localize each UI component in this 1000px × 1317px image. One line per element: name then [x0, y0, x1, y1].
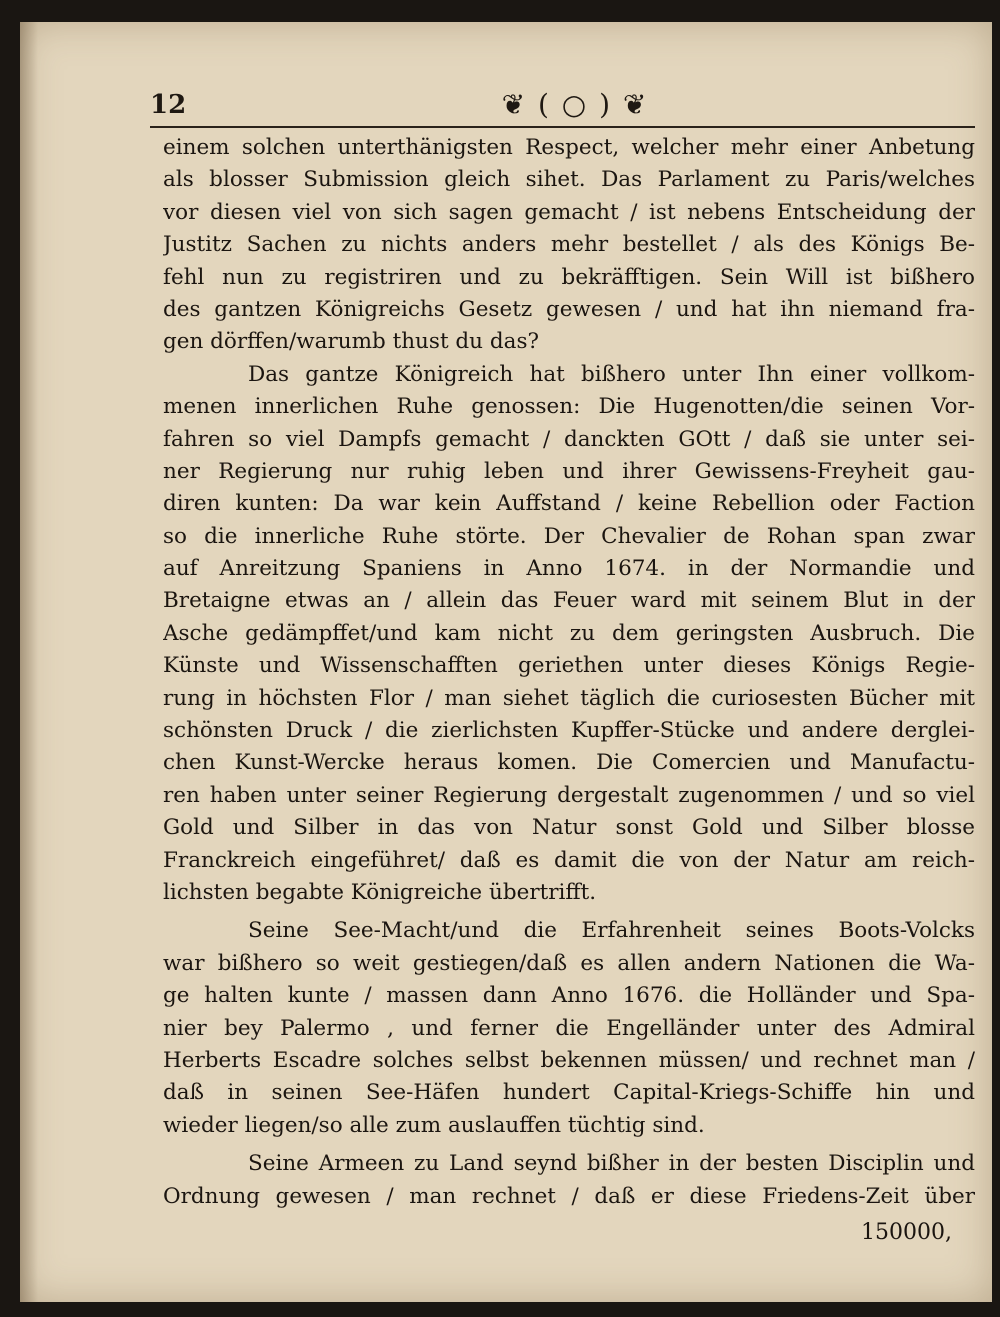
text-line: so die innerliche Ruhe störte. Der Chevalier de Rohan span zwar	[163, 523, 975, 549]
text-line: nier bey Palermo , und ferner die Engelländer unter des Admiral	[163, 1015, 975, 1041]
text-line: diren kunten: Da war kein Auffstand / keine Rebellion oder Faction	[163, 491, 975, 517]
body-text	[163, 132, 975, 1213]
text-line: Herberts Escadre solches selbst bekennen müssen/ und rechnet man /	[163, 1047, 975, 1073]
text-line: vor diesen viel von sich sagen gemacht / ist nebens Entscheidung der	[163, 199, 975, 225]
text-line: fehl nun zu registriren und zu bekräfftigen. Sein Will ist bißhero	[163, 264, 975, 290]
text-line: als blosser Submission gleich sihet. Das Parlament zu Paris/welches	[163, 167, 975, 193]
text-line: einem solchen unterthänigsten Respect, welcher mehr einer Anbetung	[163, 135, 975, 160]
text-line: menen innerlichen Ruhe genossen: Die Hugenotten/die seinen Vor-	[163, 394, 975, 420]
header-ornament: ❦ ( ○ ) ❦	[501, 88, 649, 121]
text-line: Justitz Sachen zu nichts anders mehr bestellet / als des Königs Be-	[163, 232, 975, 258]
text-line: rung in höchsten Flor / man siehet täglich die curiosesten Bücher mit	[163, 685, 975, 711]
text-line: auf Anreitzung Spaniens in Anno 1674. in der Normandie und	[163, 556, 975, 582]
text-line: wieder liegen/so alle zum auslauffen tüchtig sind.	[163, 1112, 705, 1138]
paragraph	[163, 915, 975, 1142]
text-line: Ordnung gewesen / man rechnet / daß er diese Friedens-Zeit über	[163, 1183, 975, 1209]
text-line: Seine See-Macht/und die Erfahrenheit seines Boots-Volcks	[248, 918, 975, 944]
text-line: des gantzen Königreichs Gesetz gewesen / und hat ihn niemand fra-	[163, 296, 975, 322]
text-line: Franckreich eingeführet/ daß es damit die von der Natur am reich-	[163, 847, 975, 873]
text-line: ner Regierung nur ruhig leben und ihrer Gewissens-Freyheit gau-	[163, 458, 975, 484]
text-line: Das gantze Königreich hat bißhero unter Ihn einer vollkom-	[248, 361, 975, 387]
text-line: Asche gedämpffet/und kam nicht zu dem geringsten Ausbruch. Die	[163, 620, 975, 646]
paragraph	[163, 132, 975, 359]
text-line: lichsten begabte Königreiche übertrifft.	[163, 879, 597, 905]
text-line: Gold und Silber in das von Natur sonst Gold und Silber blosse	[163, 815, 975, 841]
text-line: gen dörffen/warumb thust du das?	[163, 329, 539, 355]
text-line: Bretaigne etwas an / allein das Feuer ward mit seinem Blut in der	[163, 588, 975, 614]
text-line: ren haben unter seiner Regierung dergestalt zugenommen / und so viel	[163, 782, 975, 808]
page-header	[150, 86, 975, 128]
page-gutter-shadow	[20, 22, 38, 1302]
text-line: Künste und Wissenschafften geriethen unter dieses Königs Regie-	[163, 653, 975, 679]
paragraph	[163, 359, 975, 910]
text-line: daß in seinen See-Häfen hundert Capital-Kriegs-Schiffe hin und	[163, 1080, 975, 1106]
paragraph	[163, 1148, 975, 1213]
text-line: chen Kunst-Wercke heraus komen. Die Comercien und Manufactu-	[163, 750, 975, 776]
page-number: 12	[150, 90, 187, 120]
text-line: schönsten Druck / die zierlichsten Kupffer-Stücke und andere derglei-	[163, 718, 975, 744]
text-line: Seine Armeen zu Land seynd bißher in der besten Disciplin und	[248, 1151, 975, 1177]
text-line: fahren so viel Dampfs gemacht / danckten GOtt / daß sie unter sei-	[163, 426, 975, 452]
catchword: 150000,	[861, 1220, 952, 1245]
text-line: war bißhero so weit gestiegen/daß es allen andern Nationen die Wa-	[163, 950, 975, 976]
book-page	[20, 22, 992, 1302]
text-line: ge halten kunte / massen dann Anno 1676. die Holländer und Spa-	[163, 983, 975, 1009]
